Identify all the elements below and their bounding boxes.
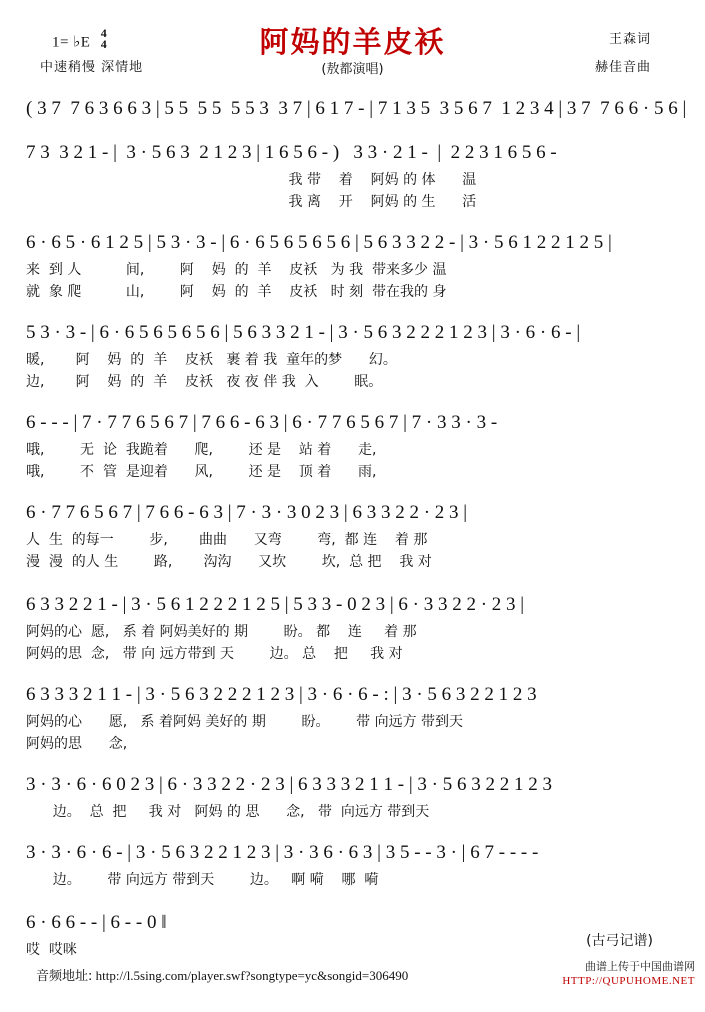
lyric-line-1: 来 到 人 间, 阿 妈 的 羊 皮袄 为 我 带来多少 温: [26, 262, 447, 278]
site-watermark-line1: 曲谱上传于中国曲谱网: [585, 960, 695, 973]
notation-line: 7 3 3 2 1 - | 3 · 5 6 3 2 1 2 3 | 1 6 5 6 - ) 3 3 · 2 1 - | 2 2 3 1 6 5 6 -: [26, 142, 557, 163]
lyricist-credit: 王森词: [608, 32, 651, 47]
lyric-line-1: 人 生 的每一 步, 曲曲 又弯 弯, 都 连 着 那: [26, 532, 428, 548]
lyric-line-1: 暖, 阿 妈 的 羊 皮袄 裹 着 我 童年的梦 幻。: [26, 352, 397, 368]
lyric-line-1: 边。 带 向远方 带到天 边。 啊 嗬 哪 嗬: [26, 872, 379, 888]
composer-credit: 赫佳音曲: [594, 60, 651, 75]
time-signature-top: 4: [100, 26, 108, 40]
lyric-line-1: 哎 哎咪: [26, 942, 77, 958]
audio-address: [36, 965, 408, 984]
music-system-6: [26, 498, 679, 574]
notation-line: 6 3 3 2 2 1 - | 3 · 5 6 1 2 2 2 1 2 5 | 5 3 3 - 0 2 3 | 6 · 3 3 2 2 · 2 3 |: [26, 594, 525, 615]
notation-line: ( 3 7 7 6 3 6 6 3 | 5 5 5 5 5 5 3 3 7 | 6 1 7 - | 7 1 3 5 3 5 6 7 1 2 3 4 | 3 7 7 6 6 · 5 6 |: [26, 98, 687, 119]
score-header: [0, 0, 705, 80]
page-title: 阿妈的羊皮袄: [259, 25, 446, 59]
lyric-line-1: 我 带 着 阿妈 的 体 温: [26, 172, 477, 188]
notation-line: 6 · 7 7 6 5 6 7 | 7 6 6 - 6 3 | 7 · 3 · 3 0 2 3 | 6 3 3 2 2 · 2 3 |: [26, 502, 468, 523]
time-signature-bottom: 4: [100, 37, 108, 52]
transcriber-credit: (古弓记谱): [586, 933, 653, 949]
lyric-line-1: 边。 总 把 我 对 阿妈 的 思 念, 带 向远方 带到天: [26, 804, 430, 820]
lyric-line-2: 边, 阿 妈 的 羊 皮袄 夜 夜 伴 我 入 眠。: [26, 374, 383, 390]
audio-address-url[interactable]: http://l.5sing.com/player.swf?songtype=yc&songid=306490: [95, 968, 409, 983]
notation-line: 6 · 6 5 · 6 1 2 5 | 5 3 · 3 - | 6 · 6 5 6 5 6 5 6 | 5 6 3 3 2 2 - | 3 · 5 6 1 2 2 1 2 5 |: [26, 232, 612, 253]
music-system-3: [26, 228, 679, 304]
music-system-11: [26, 908, 679, 962]
notation-line: 6 3 3 3 2 1 1 - | 3 · 5 6 3 2 2 2 1 2 3 | 3 · 6 · 6 - : | 3 · 5 6 3 2 2 1 2 3: [26, 684, 537, 705]
lyric-line-1: 哦, 无 论 我跪着 爬, 还 是 站 着 走,: [26, 442, 377, 458]
notation-line: 3 · 3 · 6 · 6 - | 3 · 5 6 3 2 2 1 2 3 | 3 · 3 6 · 6 3 | 3 5 - - 3 · | 6 7 - - - -: [26, 842, 539, 863]
music-system-8: [26, 680, 679, 756]
lyric-line-2: 就 象 爬 山, 阿 妈 的 羊 皮袄 时 刻 带在我的 身: [26, 284, 447, 300]
music-system-9: [26, 770, 679, 824]
site-watermark: [562, 960, 695, 988]
lyric-line-1: 阿妈的心 愿, 系 着 阿妈美好的 期 盼。 都 连 着 那: [26, 624, 417, 640]
notation-line: 5 3 · 3 - | 6 · 6 5 6 5 6 5 6 | 5 6 3 3 2 1 - | 3 · 5 6 3 2 2 2 1 2 3 | 3 · 6 · 6 - |: [26, 322, 581, 343]
notation-line: 3 · 3 · 6 · 6 0 2 3 | 6 · 3 3 2 2 · 2 3 | 6 3 3 3 2 1 1 - | 3 · 5 6 3 2 2 1 2 3: [26, 774, 552, 795]
page-subtitle: (敖都演唱): [321, 62, 384, 77]
lyric-line-2: 哦, 不 管 是迎着 风, 还 是 顶 着 雨,: [26, 464, 377, 480]
music-system-5: [26, 408, 679, 484]
audio-address-label: 音频地址:: [36, 969, 93, 984]
music-system-10: [26, 838, 679, 892]
music-system-1: [26, 94, 687, 124]
music-system-2: [26, 138, 679, 214]
notation-line: 6 - - - | 7 · 7 7 6 5 6 7 | 7 6 6 - 6 3 | 6 · 7 7 6 5 6 7 | 7 · 3 3 · 3 -: [26, 412, 498, 433]
lyric-line-1: 阿妈的心 愿, 系 着阿妈 美好的 期 盼。 带 向远方 带到天: [26, 714, 464, 730]
notation-line: 6 · 6 6 - - | 6 - - 0 ‖: [26, 912, 167, 933]
music-system-4: [26, 318, 679, 394]
key-signature-text: 1= ♭E: [52, 34, 91, 51]
lyric-line-2: 阿妈的思 念, 带 向 远方带到 天 边。 总 把 我 对: [26, 646, 403, 662]
lyric-line-2: 阿妈的思 念,: [26, 736, 128, 752]
site-watermark-url: HTTP://QUPUHOME.NET: [562, 975, 695, 987]
lyric-line-2: 我 离 开 阿妈 的 生 活: [26, 194, 477, 210]
tempo-marking: 中速稍慢 深情地: [40, 60, 144, 75]
lyric-line-2: 漫 漫 的人 生 路, 沟沟 又坎 坎, 总 把 我 对: [26, 554, 432, 570]
music-system-7: [26, 590, 679, 666]
